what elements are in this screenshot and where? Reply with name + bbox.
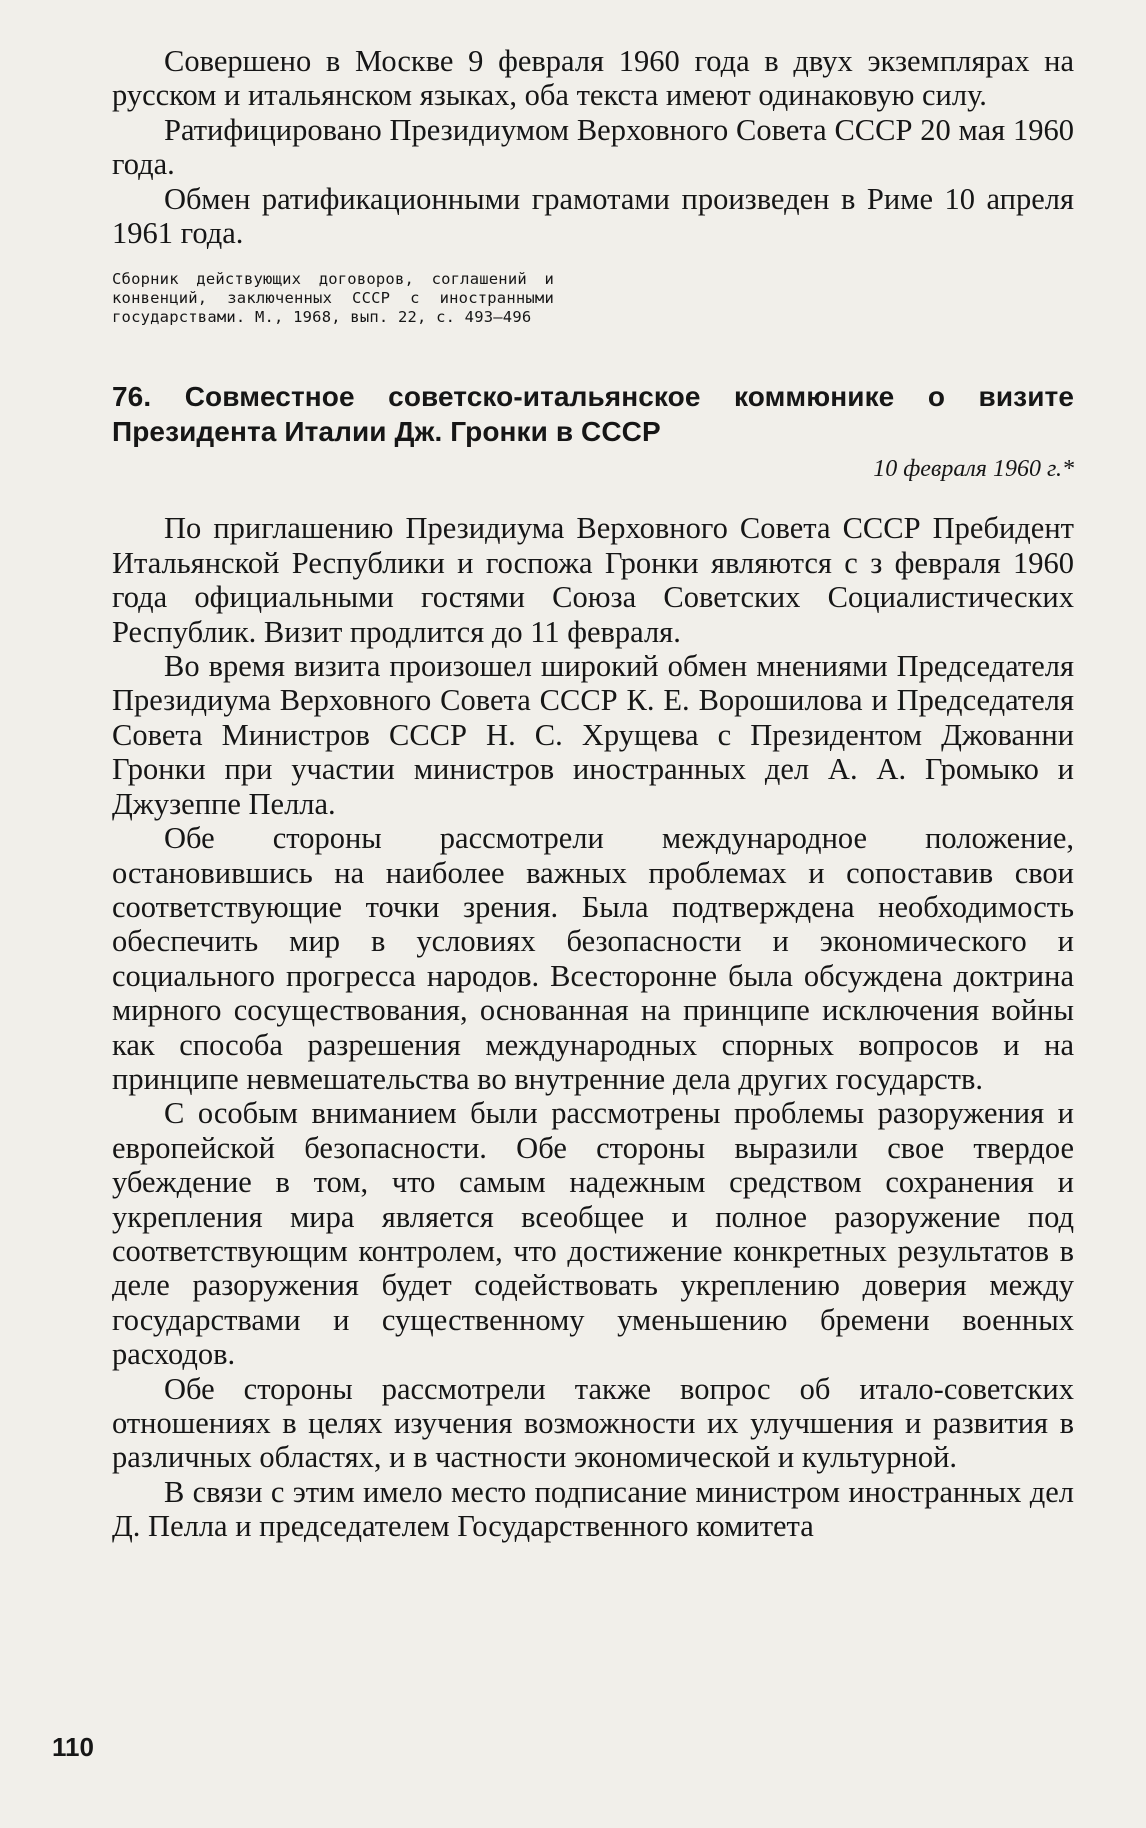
page-number: 110 <box>52 1732 94 1762</box>
document-heading: 76. Совместное советско-итальянское коммюнике о визите Президента Италии Дж. Гронки в СССР <box>112 381 1074 448</box>
document-date: 10 февраля 1960 г.* <box>873 456 1074 483</box>
body-paragraph: Обе стороны рассмотрели международное положение, остановившись на наиболее важных проблемах и сопоставив свои соответствующие точки зрения. Была подтверждена необходимость обеспечить мир в условиях безопасности и экономического и социального прогресса народов. Всесторонне была обсуждена доктрина мирного сосуществования, основанная на принципе исключения войны как способа разрешения международных спорных вопросов и на принципе невмешательства во внутренние дела других государств. <box>112 821 1074 1096</box>
signing-paragraph: Совершено в Москве 9 февраля 1960 года в двух экземплярах на русском и итальянском языках, оба текста имеют одинаковую силу. <box>112 44 1074 113</box>
body-paragraph: Обе стороны рассмотрели также вопрос об итало-советских отношениях в целях изучения возможности их улучшения и развития в различных областях, и в частности экономической и культурной. <box>112 1371 1074 1475</box>
source-note: Сборник действующих договоров, соглашений и конвенций, заключенных СССР с иностранными государствами. М., 1968, вып. 22, с. 493—496 <box>112 270 554 327</box>
body-paragraph: По приглашению Президиума Верховного Совета СССР Пребидент Итальянской Республики и госпожа Гронки являются с з февраля 1960 года официальными гостями Союза Советских Социалистических Республик. Визит продлится до 11 февраля. <box>112 511 1074 649</box>
document-body <box>112 511 1074 1543</box>
body-paragraph: С особым вниманием были рассмотрены проблемы разоружения и европейской безопасности. Обе стороны выразили свое твердое убеждение в том, что самым надежным средством сохранения и укрепления мира является всеобщее и полное разоружение под соответствующим контролем, что достижение конкретных результатов в деле разоружения будет содействовать укреплению доверия между государствами и существенному уменьшению бремени военных расходов. <box>112 1096 1074 1372</box>
exchange-paragraph: Обмен ратификационными грамотами произведен в Риме 10 апреля 1961 года. <box>112 181 1074 251</box>
body-paragraph: В связи с этим имело место подписание министром иностранных дел Д. Пелла и председателем Государственного комитета <box>112 1474 1074 1544</box>
body-paragraph: Во время визита произошел широкий обмен мнениями Председателя Президиума Верховного Совета СССР К. Е. Ворошилова и Председателя Совета Министров СССР Н. С. Хрущева с Президентом Джованни Гронки при участии министров иностранных дел А. А. Громыко и Джузеппе Пелла. <box>112 649 1074 821</box>
ratification-paragraph: Ратифицировано Президиумом Верховного Совета СССР 20 мая 1960 года. <box>112 112 1074 182</box>
text-column <box>112 44 1074 1544</box>
